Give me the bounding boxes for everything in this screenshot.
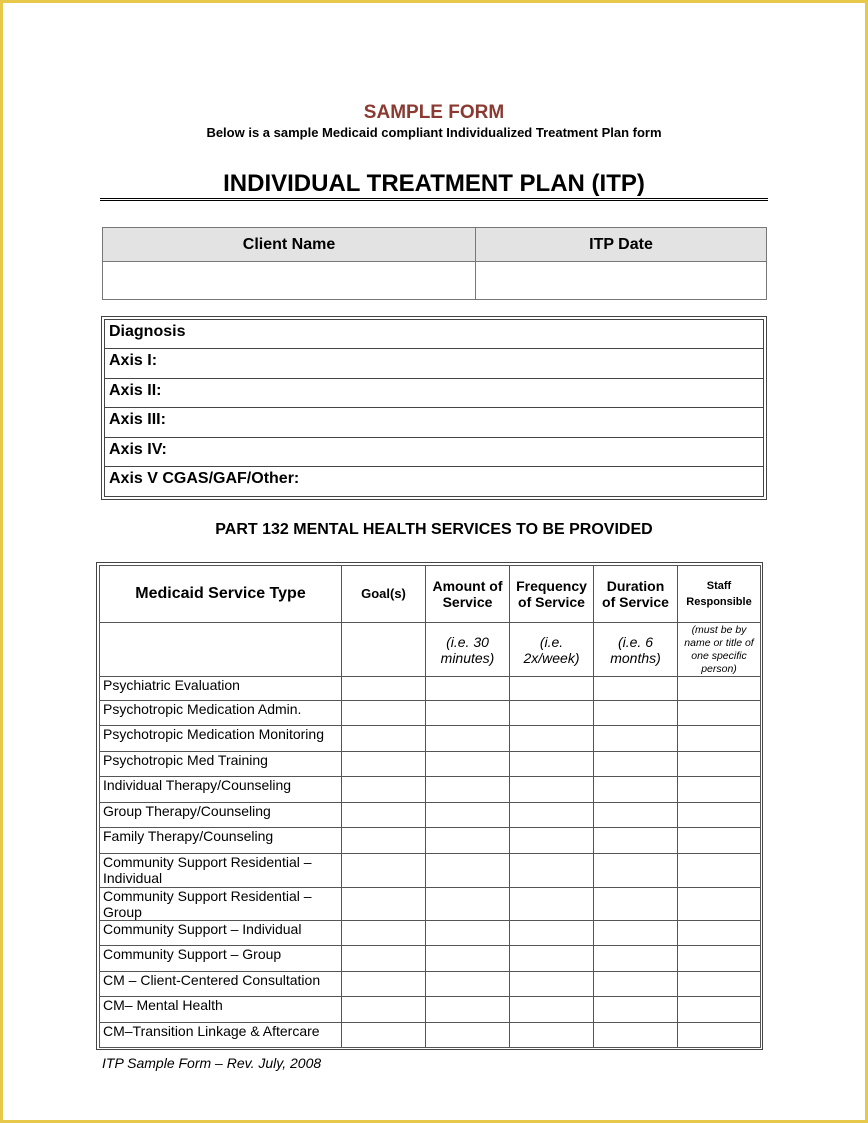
frequency-cell[interactable]	[510, 828, 594, 854]
duration-cell[interactable]	[594, 803, 678, 828]
table-row	[100, 946, 761, 972]
frequency-cell[interactable]	[510, 888, 594, 921]
service-type-cell: CM–Transition Linkage & Aftercare	[100, 1023, 342, 1048]
goals-cell[interactable]	[342, 752, 426, 777]
service-type-cell: Family Therapy/Counseling	[100, 828, 342, 854]
axis-2-field[interactable]: Axis II:	[104, 379, 764, 409]
col-amount-line-2: Service	[442, 594, 493, 610]
service-type-cell: Psychotropic Medication Monitoring	[100, 726, 342, 752]
hint-blank-goals	[342, 623, 426, 677]
service-type-cell: CM– Mental Health	[100, 997, 342, 1023]
services-heading: PART 132 MENTAL HEALTH SERVICES TO BE PROVIDED	[215, 521, 653, 538]
duration-cell[interactable]	[594, 828, 678, 854]
col-duration-line-2: of Service	[602, 594, 669, 610]
duration-cell[interactable]	[594, 854, 678, 888]
table-row	[100, 803, 761, 828]
amount-cell[interactable]	[426, 997, 510, 1023]
client-name-header: Client Name	[103, 228, 476, 262]
frequency-cell[interactable]	[510, 972, 594, 997]
table-row	[100, 921, 761, 946]
duration-cell[interactable]	[594, 777, 678, 803]
staff-cell[interactable]	[678, 701, 761, 726]
amount-cell[interactable]	[426, 701, 510, 726]
sample-form-title: SAMPLE FORM	[363, 102, 505, 123]
col-duration	[594, 566, 678, 623]
duration-cell[interactable]	[594, 726, 678, 752]
frequency-cell[interactable]	[510, 946, 594, 972]
staff-cell[interactable]	[678, 921, 761, 946]
frequency-cell[interactable]	[510, 726, 594, 752]
table-row	[100, 828, 761, 854]
staff-cell[interactable]	[678, 972, 761, 997]
amount-cell[interactable]	[426, 777, 510, 803]
service-type-cell: Psychiatric Evaluation	[100, 677, 342, 701]
hint-frequency-line-2: 2x/week)	[523, 649, 580, 666]
frequency-cell[interactable]	[510, 701, 594, 726]
frequency-cell[interactable]	[510, 854, 594, 888]
service-type-cell: Individual Therapy/Counseling	[100, 777, 342, 803]
axis-3-field[interactable]: Axis III:	[104, 408, 764, 438]
table-row	[100, 854, 761, 888]
amount-cell[interactable]	[426, 921, 510, 946]
frequency-cell[interactable]	[510, 752, 594, 777]
duration-cell[interactable]	[594, 997, 678, 1023]
amount-cell[interactable]	[426, 726, 510, 752]
service-type-cell: Community Support Residential – Individual	[100, 854, 342, 888]
frequency-cell[interactable]	[510, 1023, 594, 1048]
table-row	[100, 997, 761, 1023]
hint-staff	[678, 623, 761, 677]
col-amount	[426, 566, 510, 623]
col-goals: Goal(s)	[342, 566, 426, 623]
amount-cell[interactable]	[426, 677, 510, 701]
goals-cell[interactable]	[342, 946, 426, 972]
col-amount-line-1: Amount of	[432, 578, 503, 594]
col-frequency-line-1: Frequency	[516, 578, 587, 594]
diagnosis-title: Diagnosis	[104, 319, 764, 349]
hint-duration-line-1: (i.e. 6	[617, 633, 653, 650]
staff-cell[interactable]	[678, 997, 761, 1023]
goals-cell[interactable]	[342, 972, 426, 997]
hint-duration	[594, 623, 678, 677]
client-info-table	[102, 227, 767, 300]
hint-frequency-line-1: (i.e.	[539, 633, 564, 650]
service-type-cell: Psychotropic Medication Admin.	[100, 701, 342, 726]
hint-staff-line-2: name or title of	[684, 636, 754, 649]
axis-4-field[interactable]: Axis IV:	[104, 438, 764, 468]
staff-cell[interactable]	[678, 677, 761, 701]
table-row	[100, 752, 761, 777]
table-row	[100, 972, 761, 997]
hint-staff-line-1: (must be by	[691, 623, 747, 636]
col-staff-line-2: Responsible	[686, 596, 752, 608]
hint-amount-line-1: (i.e. 30	[446, 633, 489, 650]
services-section	[96, 562, 763, 1050]
sample-form-subtitle: Below is a sample Medicaid compliant Individualized Treatment Plan form	[206, 125, 662, 140]
staff-cell[interactable]	[678, 854, 761, 888]
duration-cell[interactable]	[594, 888, 678, 921]
service-type-cell: Community Support Residential – Group	[100, 888, 342, 921]
table-row	[100, 677, 761, 701]
page-title: INDIVIDUAL TREATMENT PLAN (ITP)	[223, 170, 645, 197]
duration-cell[interactable]	[594, 677, 678, 701]
col-frequency	[510, 566, 594, 623]
service-type-cell: Psychotropic Med Training	[100, 752, 342, 777]
hint-blank-type	[100, 623, 342, 677]
staff-cell[interactable]	[678, 828, 761, 854]
service-type-cell: Group Therapy/Counseling	[100, 803, 342, 828]
duration-cell[interactable]	[594, 1023, 678, 1048]
amount-cell[interactable]	[426, 828, 510, 854]
itp-date-header: ITP Date	[476, 228, 767, 262]
col-service-type: Medicaid Service Type	[100, 566, 342, 623]
col-frequency-line-2: of Service	[518, 594, 585, 610]
amount-cell[interactable]	[426, 1023, 510, 1048]
goals-cell[interactable]	[342, 803, 426, 828]
footer-revision: ITP Sample Form – Rev. July, 2008	[102, 1055, 322, 1071]
hint-amount	[426, 623, 510, 677]
amount-cell[interactable]	[426, 972, 510, 997]
goals-cell[interactable]	[342, 726, 426, 752]
axis-5-field[interactable]: Axis V CGAS/GAF/Other:	[104, 467, 764, 497]
axis-1-field[interactable]: Axis I:	[104, 349, 764, 379]
frequency-cell[interactable]	[510, 997, 594, 1023]
staff-cell[interactable]	[678, 1023, 761, 1048]
frequency-cell[interactable]	[510, 921, 594, 946]
staff-cell[interactable]	[678, 888, 761, 921]
frequency-cell[interactable]	[510, 677, 594, 701]
goals-cell[interactable]	[342, 828, 426, 854]
amount-cell[interactable]	[426, 854, 510, 888]
hint-duration-line-2: months)	[610, 649, 661, 666]
goals-cell[interactable]	[342, 777, 426, 803]
table-row	[100, 1023, 761, 1048]
col-staff-line-1: Staff	[706, 580, 732, 592]
amount-cell[interactable]	[426, 946, 510, 972]
duration-cell[interactable]	[594, 701, 678, 726]
duration-cell[interactable]	[594, 946, 678, 972]
service-type-cell: CM – Client-Centered Consultation	[100, 972, 342, 997]
duration-cell[interactable]	[594, 921, 678, 946]
service-type-cell: Community Support – Group	[100, 946, 342, 972]
amount-cell[interactable]	[426, 888, 510, 921]
goals-cell[interactable]	[342, 997, 426, 1023]
hint-staff-line-3: one specific	[691, 649, 747, 662]
staff-cell[interactable]	[678, 752, 761, 777]
goals-cell[interactable]	[342, 854, 426, 888]
table-row	[100, 726, 761, 752]
amount-cell[interactable]	[426, 752, 510, 777]
duration-cell[interactable]	[594, 752, 678, 777]
col-duration-line-1: Duration	[606, 578, 665, 594]
staff-cell[interactable]	[678, 726, 761, 752]
diagnosis-section	[101, 316, 767, 500]
goals-cell[interactable]	[342, 677, 426, 701]
service-type-cell: Community Support – Individual	[100, 921, 342, 946]
table-row	[100, 888, 761, 921]
table-row	[100, 701, 761, 726]
client-name-field[interactable]	[103, 262, 476, 300]
frequency-cell[interactable]	[510, 777, 594, 803]
hint-frequency	[510, 623, 594, 677]
duration-cell[interactable]	[594, 972, 678, 997]
services-rows	[100, 677, 761, 1048]
staff-cell[interactable]	[678, 946, 761, 972]
goals-cell[interactable]	[342, 1023, 426, 1048]
amount-cell[interactable]	[426, 803, 510, 828]
hint-amount-line-2: minutes)	[440, 649, 495, 666]
staff-cell[interactable]	[678, 777, 761, 803]
table-row	[100, 777, 761, 803]
hint-staff-line-4: person)	[701, 662, 737, 675]
title-divider	[100, 198, 768, 201]
frequency-cell[interactable]	[510, 803, 594, 828]
itp-date-field[interactable]	[476, 262, 767, 300]
goals-cell[interactable]	[342, 888, 426, 921]
staff-cell[interactable]	[678, 803, 761, 828]
col-staff	[678, 566, 761, 623]
services-table	[99, 565, 761, 1048]
goals-cell[interactable]	[342, 921, 426, 946]
goals-cell[interactable]	[342, 701, 426, 726]
